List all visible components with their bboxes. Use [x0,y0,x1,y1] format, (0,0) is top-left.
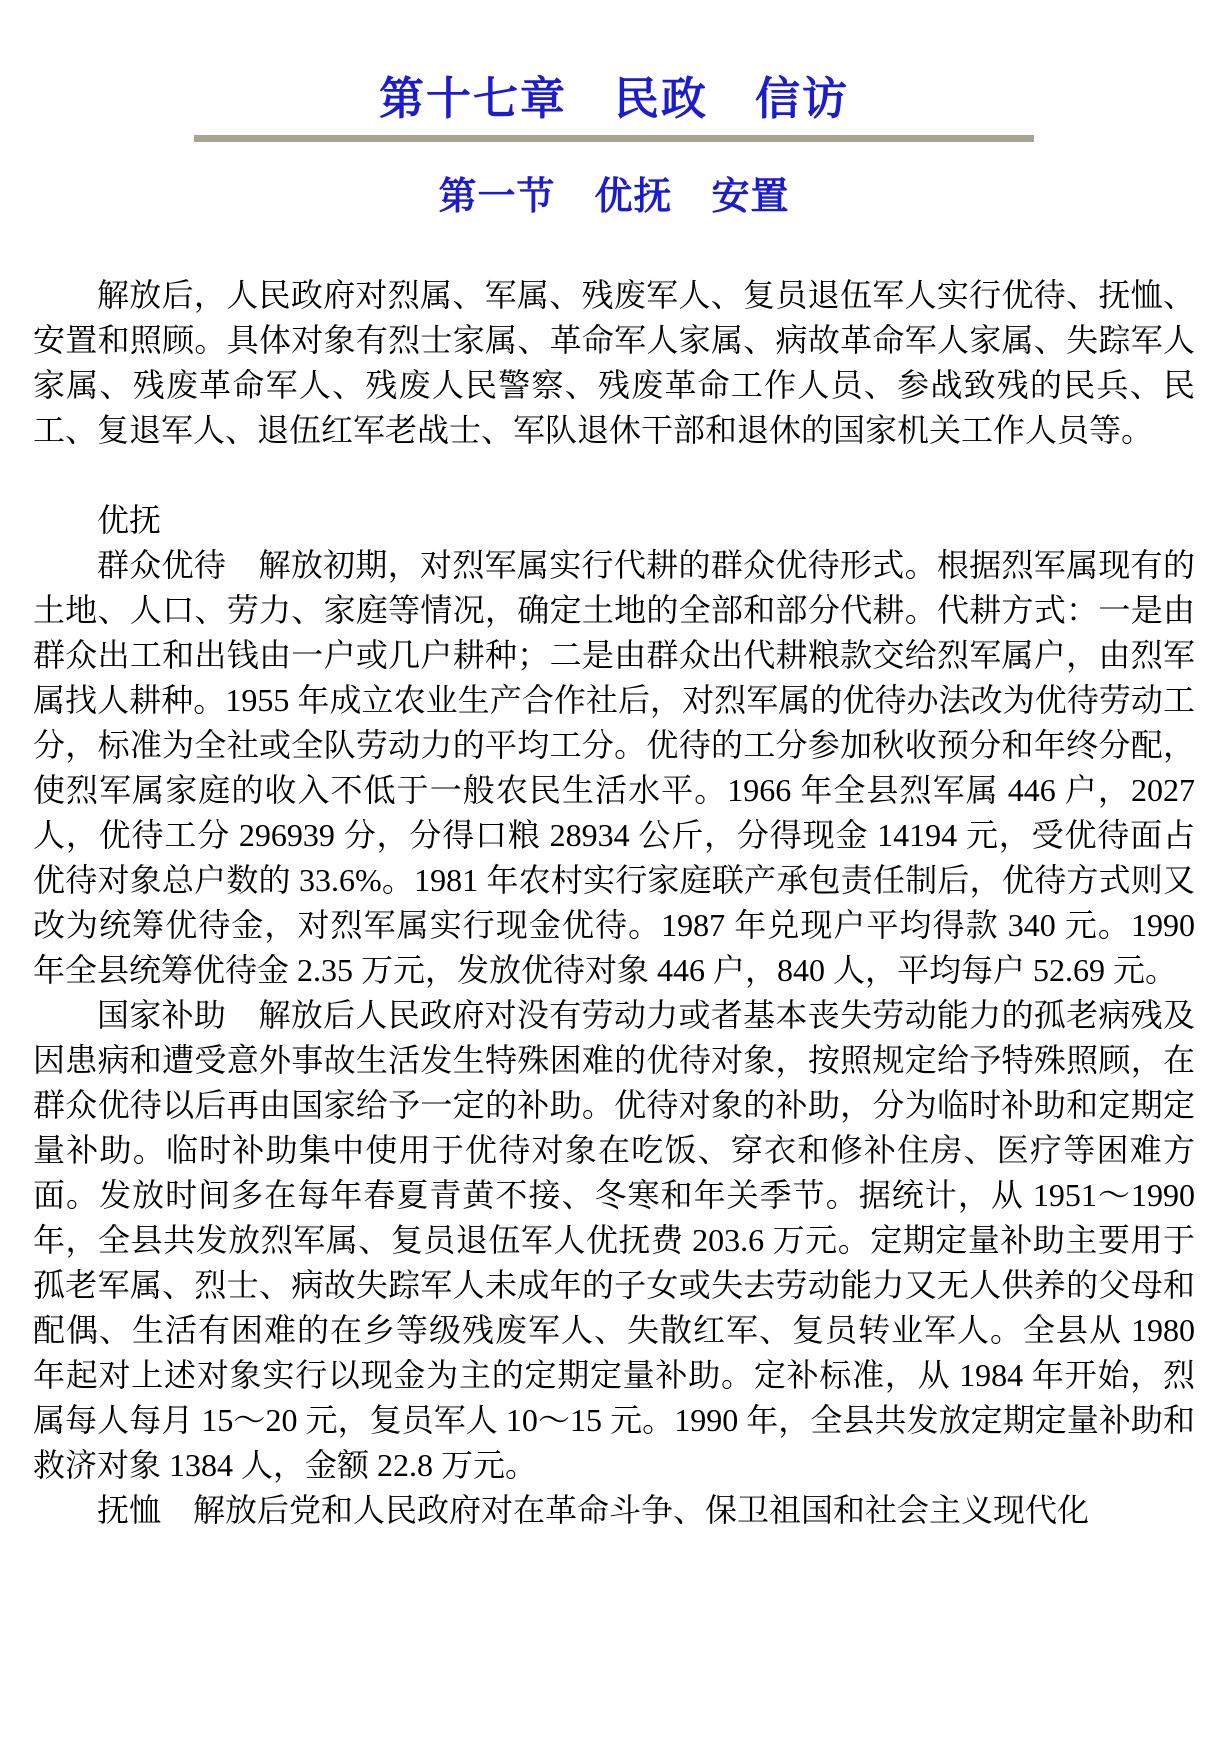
paragraph-pension-partial: 抚恤 解放后党和人民政府对在革命斗争、保卫祖国和社会主义现代化 [97,1491,1090,1528]
chapter-title: 第十七章 民政 信访 [378,74,849,124]
paragraph-overview: 解放后，人民政府对烈属、军属、残废军人、复员退伍军人实行优待、抚恤、安置和照顾。具体对象有烈士家属、革命军人家属、病故革命军人家属、失踪军人家属、残废革命军人、残废人民警察、残废革命工作人员、参战致残的民兵、民工、复退军人、退伍红军老战士、军队退休干部和退休的国家机关工作人员等。 [33,276,1195,448]
title-underline-rule [194,135,1034,142]
paragraph-state-subsidy: 国家补助 解放后人民政府对没有劳动力或者基本丧失劳动能力的孤老病残及因患病和遭受意外事故生活发生特殊困难的优待对象，按照规定给予特殊照顾，在群众优待以后再由国家给予一定的补助。优待对象的补助，分为临时补助和定期定量补助。临时补助集中使用于优待对象在吃饭、穿衣和修补住房、医疗等困难方面。发放时间多在每年春夏青黄不接、冬寒和年关季节。据统计，从 1951～1990 年，全县共发放烈军属、复员退伍军人优抚费 203.6 万元。定期定量补助主要用于孤老军属、烈士、病故失踪军人未成年的子女或失去劳动能力又无人供养的父母和配偶、生活有困难的在乡等级残废军人、失散红军、复员转业军人。全县从 1980 年起对上述对象实行以现金为主的定期定量补助。定补标准，从 1984 年开始，烈属每人每月 15～20 元，复员军人 10～15 元。1990 年，全县共发放定期定量补助和救济对象 1384 人，金额 22.8 万元。 [33,996,1195,1483]
section-title: 第一节 优抚 安置 [438,176,790,218]
paragraph-mass-preference: 群众优待 解放初期，对烈军属实行代耕的群众优待形式。根据烈军属现有的土地、人口、劳力、家庭等情况，确定土地的全部和部分代耕。代耕方式：一是由群众出工和出钱由一户或几户耕种；二是由群众出代耕粮款交给烈军属户，由烈军属找人耕种。1955 年成立农业生产合作社后，对烈军属的优待办法改为优待劳动工分，标准为全社或全队劳动力的平均工分。优待的工分参加秋收预分和年终分配，使烈军属家庭的收入不低于一般农民生活水平。1966 年全县烈军属 446 户，2027 人，优待工分 296939 分，分得口粮 28934 公斤，分得现金 14194 元，受优待面占优待对象总户数的 33.6%。1981 年农村实行家庭联产承包责任制后，优待方式则又改为统筹优待金，对烈军属实行现金优待。1987 年兑现户平均得款 340 元。1990 年全县统筹优待金 2.35 万元，发放优待对象 446 户，840 人，平均每户 52.69 元。 [33,546,1195,988]
subsection-heading-youfu: 优抚 [97,501,162,538]
